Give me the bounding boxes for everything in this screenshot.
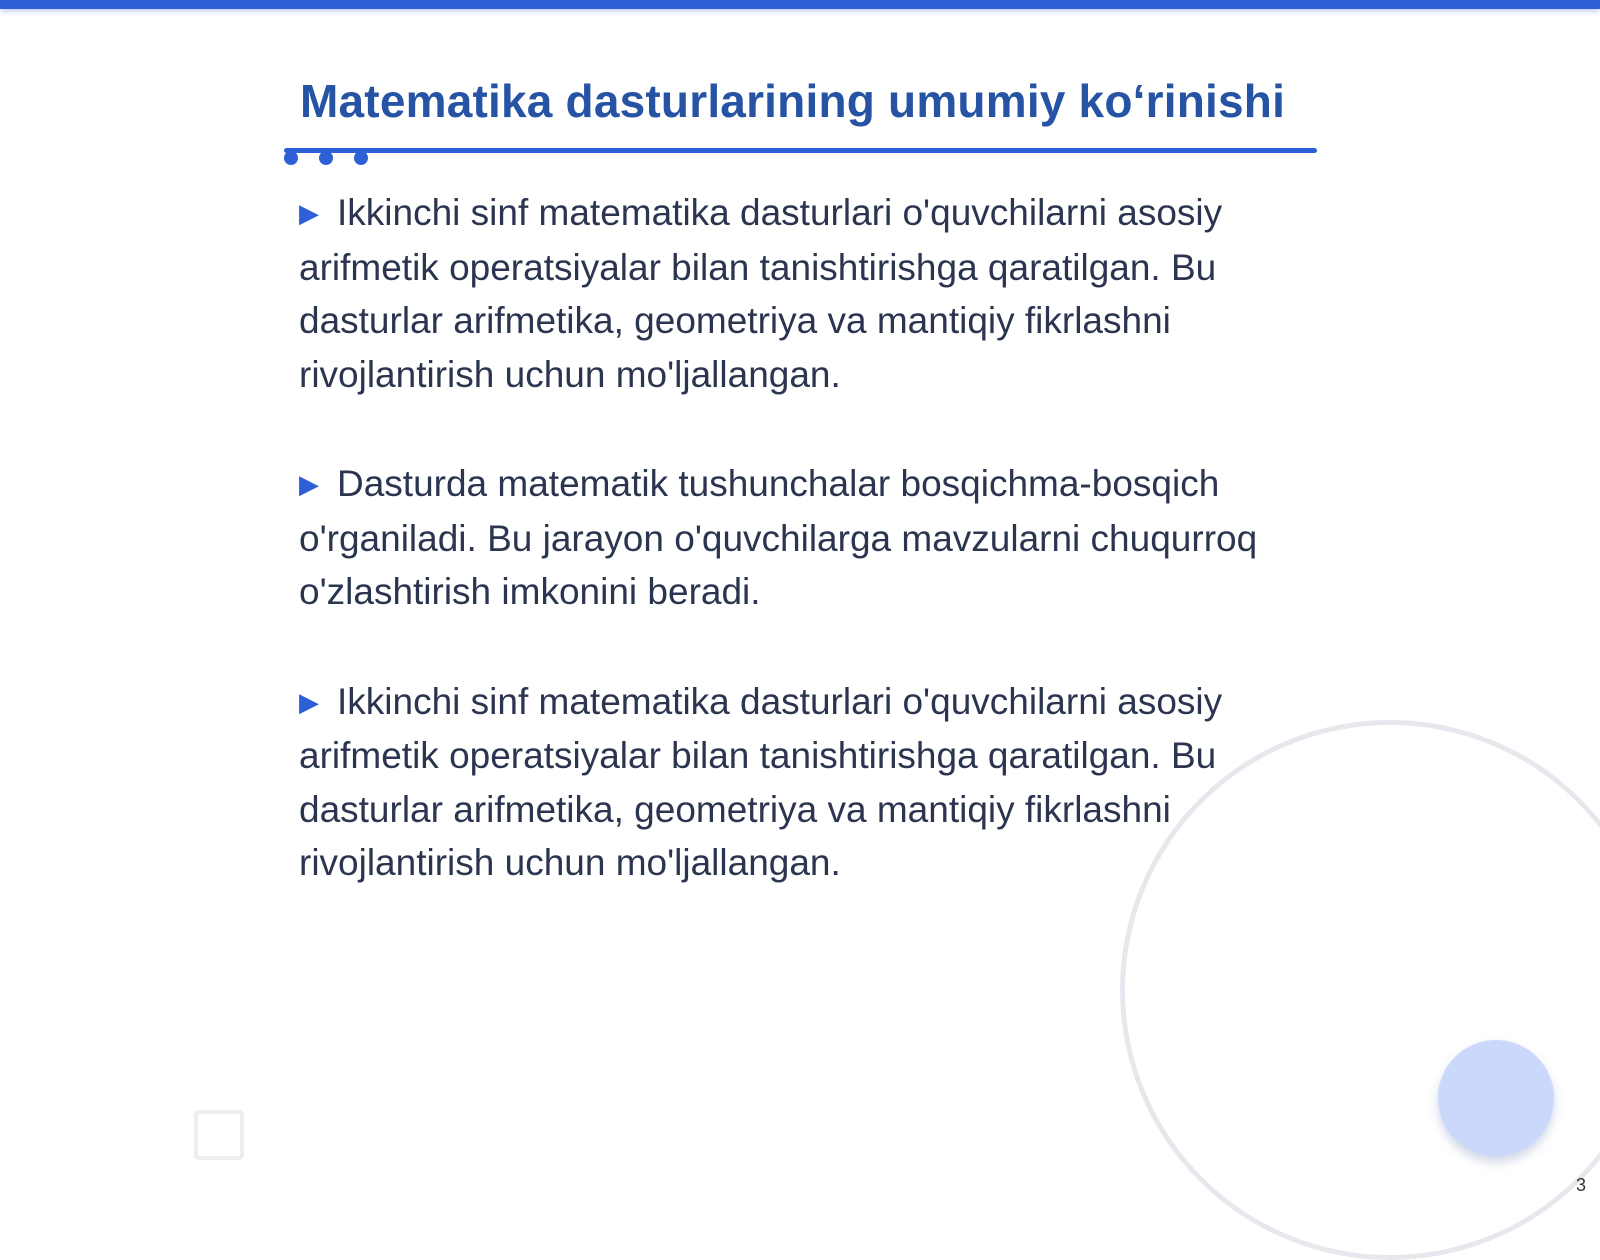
bullet-text: Dasturda matematik tushunchalar bosqichma-bosqich o'rganiladi. Bu jarayon o'quvchilarga mavzularni chuqurroq o'zlashtirish imkonini beradi. bbox=[299, 463, 1258, 612]
triangle-right-icon: ▶ bbox=[299, 686, 319, 717]
page-number: 3 bbox=[1575, 1175, 1586, 1195]
decor-dot-1 bbox=[284, 151, 298, 165]
triangle-right-icon: ▶ bbox=[299, 469, 319, 499]
decor-dot-2 bbox=[319, 151, 333, 165]
title-underline bbox=[284, 148, 1317, 153]
bullet-item-2 bbox=[299, 457, 1279, 619]
bullet-text: Ikkinchi sinf matematika dasturlari o'quvchilarni asosiy arifmetik operatsiyalar bilan tanishtirishga qaratilgan. Bu dasturlar arifmetika, geometriya va mantiqiy fikrlashni rivojlantirish uchun mo'ljallangan. bbox=[299, 680, 1223, 883]
top-accent-bar bbox=[0, 0, 1600, 9]
bullet-item-3 bbox=[299, 675, 1279, 890]
bullet-list bbox=[299, 186, 1279, 946]
bullet-text: Ikkinchi sinf matematika dasturlari o'quvchilarni asosiy arifmetik operatsiyalar bilan tanishtirishga qaratilgan. Bu dasturlar arifmetika, geometriya va mantiqiy fikrlashni rivojlantirish uchun mo'ljallangan. bbox=[299, 192, 1223, 395]
triangle-right-icon: ▶ bbox=[299, 198, 319, 228]
decor-dot-3 bbox=[354, 151, 368, 165]
decor-square bbox=[194, 1110, 244, 1160]
slide-title: Matematika dasturlarining umumiy koʻrinishi bbox=[300, 75, 1286, 127]
decor-circle bbox=[1438, 1040, 1554, 1156]
bullet-item-1 bbox=[299, 186, 1279, 401]
